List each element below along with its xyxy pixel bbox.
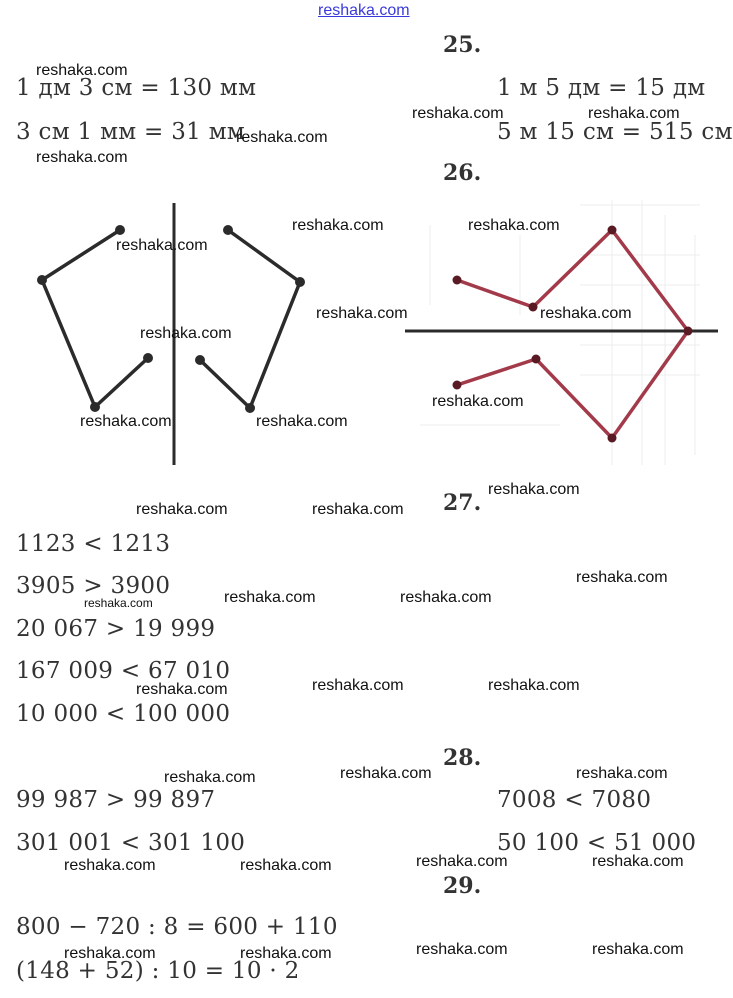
point (453, 276, 462, 285)
task-27-line-4: 167 009 < 67 010 (16, 658, 231, 684)
point (529, 303, 538, 312)
watermark: reshaka.com (236, 129, 328, 146)
watermark: reshaka.com (340, 765, 432, 782)
task-28-line-2: 301 001 < 301 100 (16, 830, 246, 856)
symmetric-figure-red (400, 195, 725, 470)
watermark: reshaka.com (64, 857, 156, 874)
watermark: reshaka.com (540, 305, 632, 322)
task-27-number: 27. (443, 490, 482, 516)
point (532, 355, 541, 364)
watermark: reshaka.com (416, 853, 508, 870)
point (295, 277, 305, 287)
point (684, 327, 693, 336)
watermark: reshaka.com (312, 677, 404, 694)
task-29-line-2: (148 + 52) : 10 = 10 · 2 (16, 958, 300, 984)
point (453, 381, 462, 390)
watermark: reshaka.com (412, 105, 504, 122)
task-28-line-1: 99 987 > 99 897 (16, 787, 216, 813)
point (608, 226, 617, 235)
watermark: reshaka.com (316, 305, 408, 322)
watermark: reshaka.com (576, 569, 668, 586)
watermark: reshaka.com (136, 501, 228, 518)
task-25-line-4: 5 м 15 см = 515 см (497, 119, 733, 145)
watermark: reshaka.com (488, 677, 580, 694)
task-25-line-3: 1 м 5 дм = 15 дм (497, 75, 706, 101)
site-header-link[interactable]: reshaka.com (318, 2, 410, 19)
task-27-line-5: 10 000 < 100 000 (16, 701, 231, 727)
watermark: reshaka.com (116, 237, 208, 254)
task-29-line-1: 800 − 720 : 8 = 600 + 110 (16, 914, 338, 940)
watermark: reshaka.com (36, 62, 128, 79)
point (608, 434, 617, 443)
task-27-line-3: 20 067 > 19 999 (16, 616, 216, 642)
watermark: reshaka.com (164, 769, 256, 786)
lower-broken-line (457, 331, 688, 438)
watermark: reshaka.com (576, 765, 668, 782)
watermark: reshaka.com (84, 596, 153, 610)
task-27-line-2: 3905 > 3900 (16, 573, 171, 599)
point (195, 355, 205, 365)
point (143, 353, 153, 363)
task-27-line-1: 1123 < 1213 (16, 531, 171, 557)
point (37, 275, 47, 285)
watermark: reshaka.com (416, 941, 508, 958)
watermark: reshaka.com (312, 501, 404, 518)
watermark: reshaka.com (224, 589, 316, 606)
watermark: reshaka.com (588, 105, 680, 122)
task-29-number: 29. (443, 873, 482, 899)
watermark: reshaka.com (136, 681, 228, 698)
point (90, 402, 100, 412)
point (245, 403, 255, 413)
watermark: reshaka.com (64, 945, 156, 962)
watermark: reshaka.com (488, 481, 580, 498)
task-25-number: 25. (443, 32, 482, 58)
task-25-line-1: 1 дм 3 см = 130 мм (16, 75, 257, 101)
point (115, 225, 125, 235)
point (223, 225, 233, 235)
task-28-line-3: 7008 < 7080 (497, 787, 652, 813)
watermark: reshaka.com (592, 853, 684, 870)
task-26-number: 26. (443, 160, 482, 186)
watermark: reshaka.com (400, 589, 492, 606)
task-28-number: 28. (443, 745, 482, 771)
left-broken-line (42, 230, 148, 407)
watermark: reshaka.com (256, 413, 348, 430)
watermark: reshaka.com (240, 857, 332, 874)
watermark: reshaka.com (432, 393, 524, 410)
watermark: reshaka.com (80, 413, 172, 430)
watermark: reshaka.com (240, 945, 332, 962)
watermark: reshaka.com (468, 217, 560, 234)
watermark: reshaka.com (140, 325, 232, 342)
task-28-line-4: 50 100 < 51 000 (497, 830, 697, 856)
watermark: reshaka.com (292, 217, 384, 234)
task-25-line-2: 3 см 1 мм = 31 мм (16, 119, 246, 145)
watermark: reshaka.com (592, 941, 684, 958)
right-broken-line (200, 230, 300, 408)
watermark: reshaka.com (36, 149, 128, 166)
